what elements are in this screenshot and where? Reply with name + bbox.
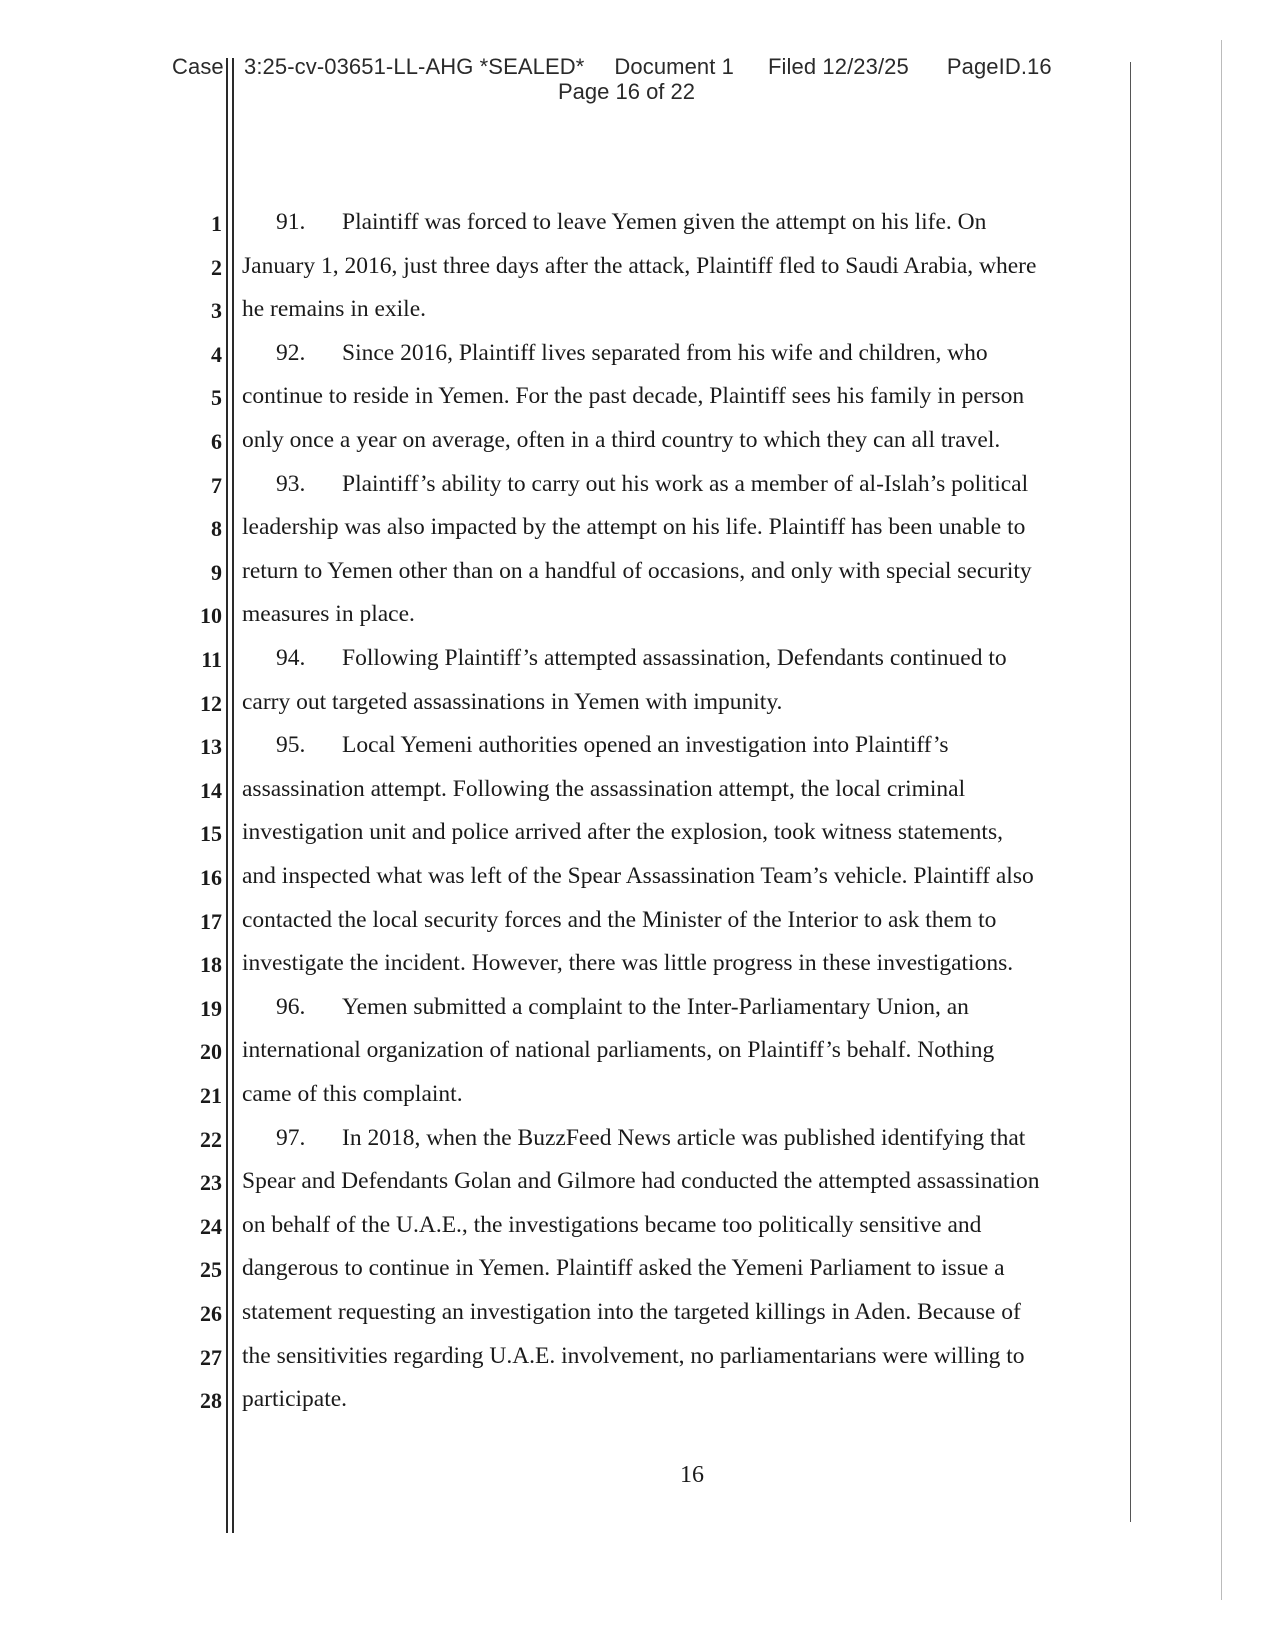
text-line — [242, 689, 782, 716]
line-text: international organization of national parliaments, on Plaintiff’s behalf. Nothing — [242, 1037, 995, 1063]
page-edge-rule — [1221, 40, 1222, 1600]
text-line — [242, 907, 996, 934]
paragraph-number: 94. — [276, 645, 306, 671]
line-number: 10 — [200, 603, 222, 628]
left-margin-rule-outer — [226, 58, 228, 1533]
line-text: In 2018, when the BuzzFeed News article was published identifying that — [342, 1125, 1026, 1151]
line-number: 25 — [200, 1257, 222, 1282]
line-text: only once a year on average, often in a third country to which they can all travel. — [242, 427, 1001, 453]
line-number: 11 — [201, 647, 222, 672]
text-line — [242, 1037, 994, 1064]
text-line — [242, 383, 1024, 410]
paragraph-start-line — [276, 645, 1007, 672]
line-text: on behalf of the U.A.E., the investigations became too politically sensitive and — [242, 1212, 982, 1238]
line-number: 5 — [211, 385, 222, 410]
paragraph-start-line — [276, 340, 988, 367]
line-text: investigate the incident. However, there was little progress in these investigations. — [242, 950, 1014, 976]
paragraph-number: 95. — [276, 732, 306, 758]
paragraph-number: 93. — [276, 471, 306, 497]
line-number: 6 — [211, 429, 222, 454]
case-number: 3:25-cv-03651-LL-AHG *SEALED* — [243, 54, 585, 79]
line-number: 12 — [200, 691, 222, 716]
line-text: and inspected what was left of the Spear Assassination Team’s vehicle. Plaintiff also — [242, 863, 1034, 889]
page-number: 16 — [680, 1462, 704, 1488]
filed-date: Filed 12/23/25 — [768, 54, 909, 79]
paragraph-start-line — [276, 209, 986, 236]
line-number: 1 — [211, 211, 222, 236]
page-id: PageID.16 — [946, 54, 1052, 79]
line-number: 18 — [200, 952, 222, 977]
line-number: 15 — [200, 821, 222, 846]
line-number: 16 — [200, 865, 222, 890]
line-number: 26 — [200, 1301, 222, 1326]
paragraph-start-line — [276, 994, 969, 1021]
text-line — [242, 1255, 1005, 1282]
paragraph-number: 96. — [276, 994, 306, 1020]
text-line — [242, 253, 1036, 280]
text-line — [242, 1386, 347, 1413]
left-margin-rule-inner — [232, 58, 234, 1533]
line-text: statement requesting an investigation into the targeted killings in Aden. Because of — [242, 1299, 1021, 1325]
line-text: Yemen submitted a complaint to the Inter-Parliamentary Union, an — [342, 994, 969, 1020]
case-header — [172, 54, 1052, 80]
line-number: 8 — [211, 516, 222, 541]
line-text: Local Yemeni authorities opened an investigation into Plaintiff’s — [342, 732, 949, 758]
line-number: 2 — [211, 255, 222, 280]
line-number: 22 — [200, 1127, 222, 1152]
case-label: Case — [172, 54, 224, 79]
line-text: carry out targeted assassinations in Yemen with impunity. — [242, 689, 783, 715]
page-of-label: Page 16 of 22 — [558, 79, 696, 104]
text-line — [242, 1212, 981, 1239]
line-text: leadership was also impacted by the attempt on his life. Plaintiff has been unable to — [242, 514, 1026, 540]
line-number: 24 — [200, 1214, 222, 1239]
text-line — [242, 1168, 1039, 1195]
line-number: 17 — [200, 909, 222, 934]
document-label: Document 1 — [614, 54, 735, 79]
paragraph-number: 91. — [276, 209, 306, 235]
line-text: continue to reside in Yemen. For the past decade, Plaintiff sees his family in person — [242, 383, 1025, 409]
line-text: he remains in exile. — [242, 296, 427, 322]
text-line — [242, 427, 1000, 454]
text-line — [242, 1081, 463, 1108]
paragraph-start-line — [276, 1125, 1025, 1152]
text-line — [242, 776, 965, 803]
line-text: participate. — [242, 1386, 348, 1412]
line-text: January 1, 2016, just three days after the attack, Plaintiff fled to Saudi Arabia, where — [242, 253, 1037, 279]
text-line — [242, 558, 1032, 585]
line-number: 7 — [211, 473, 222, 498]
line-text: Following Plaintiff’s attempted assassination, Defendants continued to — [342, 645, 1007, 671]
line-text: dangerous to continue in Yemen. Plaintiff asked the Yemeni Parliament to issue a — [242, 1255, 1005, 1281]
line-text: contacted the local security forces and the Minister of the Interior to ask them to — [242, 907, 997, 933]
line-text: assassination attempt. Following the assassination attempt, the local criminal — [242, 776, 966, 802]
right-margin-rule — [1130, 62, 1131, 1522]
line-number: 9 — [211, 560, 222, 585]
line-number: 27 — [200, 1345, 222, 1370]
paragraph-start-line — [276, 471, 1028, 498]
text-line — [242, 296, 426, 323]
text-line — [242, 601, 415, 628]
paragraph-number: 97. — [276, 1125, 306, 1151]
paragraph-number: 92. — [276, 340, 306, 366]
text-line — [242, 514, 1025, 541]
line-text: measures in place. — [242, 601, 415, 627]
text-line — [242, 819, 1003, 846]
text-line — [242, 863, 1034, 890]
line-text: the sensitivities regarding U.A.E. involvement, no parliamentarians were willing to — [242, 1343, 1025, 1369]
line-number: 23 — [200, 1170, 222, 1195]
paragraph-start-line — [276, 732, 949, 759]
line-text: came of this complaint. — [242, 1081, 463, 1107]
line-number: 13 — [200, 734, 222, 759]
line-text: return to Yemen other than on a handful of occasions, and only with special security — [242, 558, 1032, 584]
line-text: Plaintiff’s ability to carry out his work as a member of al-Islah’s political — [342, 471, 1029, 497]
line-number: 4 — [211, 342, 222, 367]
line-number: 3 — [211, 298, 222, 323]
line-number: 14 — [200, 778, 222, 803]
text-line — [242, 950, 1013, 977]
line-number: 28 — [200, 1388, 222, 1413]
line-text: Plaintiff was forced to leave Yemen given the attempt on his life. On — [342, 209, 987, 235]
line-number: 19 — [200, 996, 222, 1021]
text-line — [242, 1299, 1021, 1326]
line-number: 20 — [200, 1039, 222, 1064]
line-number: 21 — [200, 1083, 222, 1108]
line-text: investigation unit and police arrived after the explosion, took witness statements, — [242, 819, 1003, 845]
line-text: Since 2016, Plaintiff lives separated from his wife and children, who — [342, 340, 988, 366]
text-line — [242, 1343, 1025, 1370]
line-text: Spear and Defendants Golan and Gilmore had conducted the attempted assassination — [242, 1168, 1040, 1194]
